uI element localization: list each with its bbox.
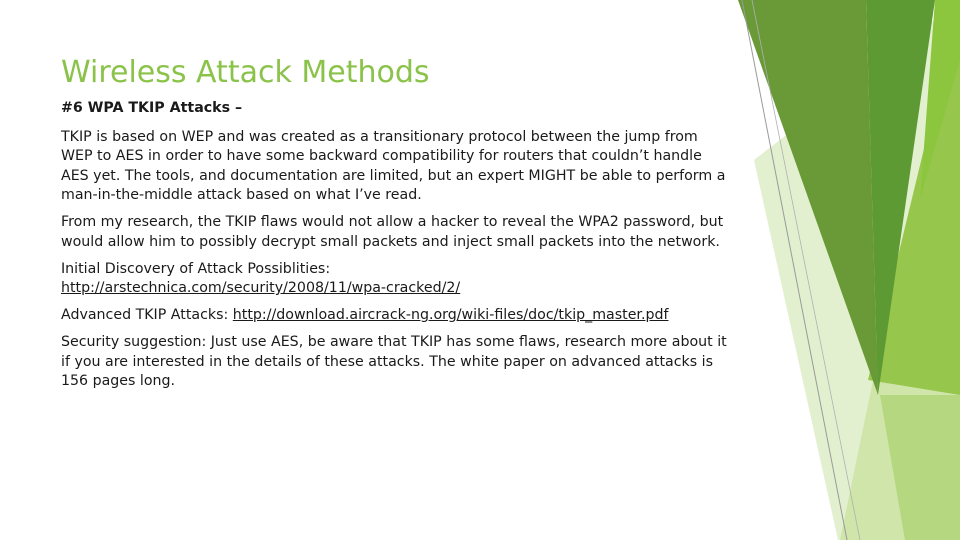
slide-body [61,99,729,399]
advanced-attacks [61,306,729,326]
slide-title: Wireless Attack Methods [61,55,430,90]
security-suggestion: Security suggestion: Just use AES, be aware that TKIP has some flaws, research more about it if you are interested in the details of these attacks. The white paper on advanced attacks is 156 pages long. [61,334,727,389]
initial-discovery-link[interactable]: http://arstechnica.com/security/2008/11/wpa-cracked/2/ [61,280,461,296]
initial-discovery-label: Initial Discovery of Attack Possiblities: [61,260,331,277]
advanced-attacks-label: Advanced TKIP Attacks: [61,307,229,323]
initial-discovery [61,260,729,299]
advanced-attacks-link[interactable]: http://download.aircrack-ng.org/wiki-files/doc/tkip_master.pdf [232,307,669,323]
section-subheading: #6 WPA TKIP Attacks – [61,100,243,116]
paragraph-tkip-overview: TKIP is based on WEP and was created as a transitionary protocol between the jump from WEP to AES in order to have some backward compatibility for routers that couldn’t handle AES yet. The tools, and documentation are limited, but an expert MIGHT be able to perform a man-in-the-middle attack based on what I’ve read. [61,128,726,203]
paragraph-research: From my research, the TKIP flaws would not allow a hacker to reveal the WPA2 password, but would allow him to possibly decrypt small packets and inject small packets into the network. [61,214,724,250]
